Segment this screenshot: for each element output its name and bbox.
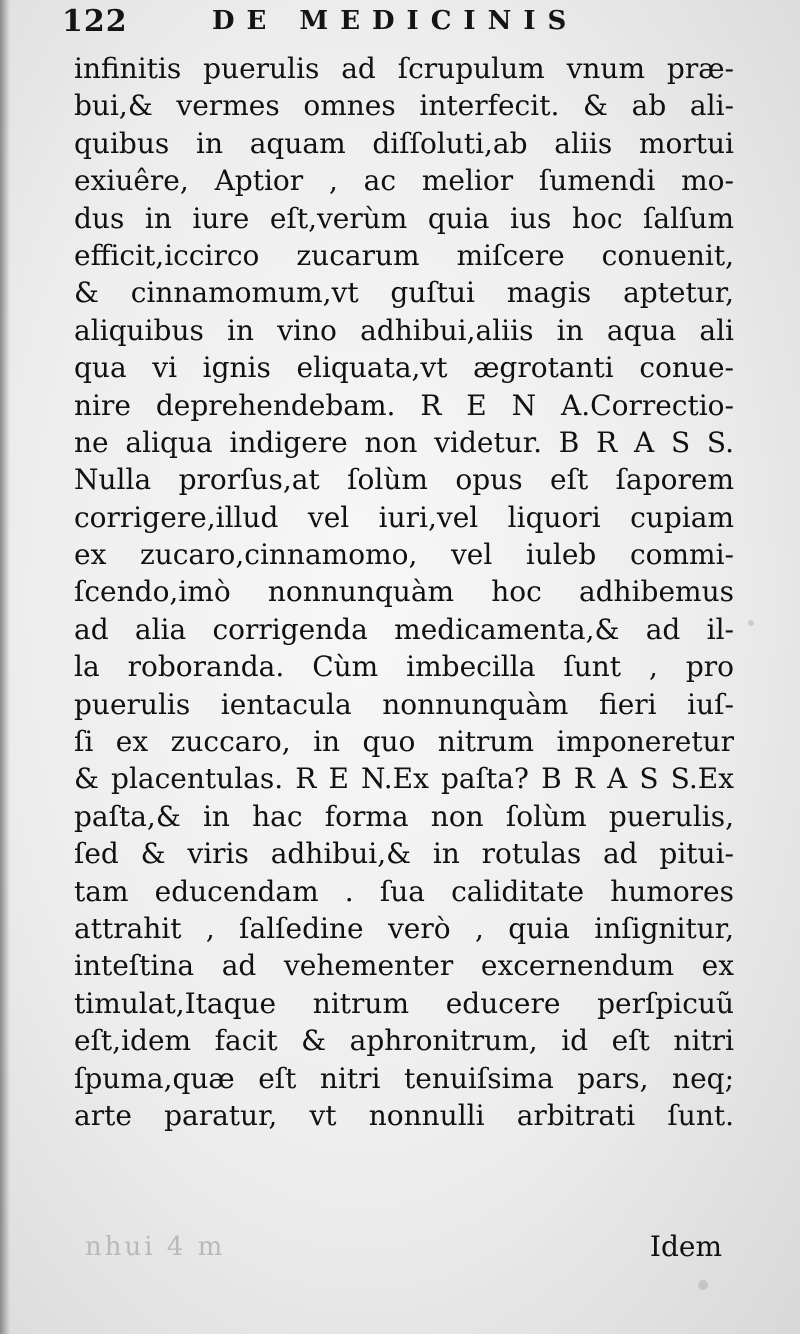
text-line: ſi ex zuccaro, in quo nitrum imponeretur [74, 725, 734, 759]
text-line: & cinnamomum,vt guſtui magis aptetur, [74, 276, 734, 310]
text-line: corrigere,illud vel iuri,vel liquori cupiam [74, 500, 734, 534]
text-line: paſta,& in hac forma non ſolùm puerulis, [74, 799, 734, 833]
text-line: Nulla prorſus,at ſolùm opus eſt ſaporem [74, 463, 734, 497]
page-number: 122 [62, 4, 128, 39]
text-line: puerulis ientacula nonnunquàm fieri iuſ- [74, 687, 734, 721]
page-header [62, 4, 762, 44]
body-text [74, 50, 734, 1134]
text-line: ſed & viris adhibui,& in rotulas ad pitui- [74, 837, 734, 871]
text-line: ſcendo,imò nonnunquàm hoc adhibemus [74, 575, 734, 609]
text-line: arte paratur, vt nonnulli arbitrati ſunt. [74, 1098, 734, 1132]
text-line: ſpuma,quæ eſt nitri tenuiſsima pars, neq; [74, 1061, 734, 1095]
catchword: Idem [649, 1230, 722, 1263]
text-line: infinitis puerulis ad ſcrupulum vnum præ- [74, 52, 734, 85]
text-line: quibus in aquam diſſoluti,ab aliis mortui [74, 126, 734, 160]
page-gutter-shadow [0, 0, 10, 1334]
text-line: exiuêre, Aptior , ac melior ſumendi mo- [74, 164, 734, 198]
text-line: nire deprehendebam. R E N A.Correctio- [74, 388, 734, 422]
text-line: attrahit , ſalſedine verò , quia inſignitur, [74, 911, 734, 945]
text-line: tam educendam . ſua caliditate humores [74, 874, 734, 908]
text-line: & placentulas. R E N.Ex paſta? B R A S S.Ex [74, 762, 734, 796]
text-line: inteſtina ad vehementer excernendum ex [74, 949, 734, 983]
text-line: bui,& vermes omnes interfecit. & ab ali- [74, 89, 734, 123]
bleed-through-text: nhui 4 m [85, 1232, 226, 1262]
ink-spot [748, 620, 754, 626]
text-line: eſt,idem facit & aphronitrum, id eſt nitri [74, 1024, 734, 1058]
text-line: qua vi ignis eliquata,vt ægrotanti conue- [74, 351, 734, 385]
text-line: ad alia corrigenda medicamenta,& ad il- [74, 612, 734, 646]
text-line: ex zucaro,cinnamomo, vel iuleb commi- [74, 538, 734, 572]
ink-spot [698, 1280, 708, 1290]
text-line: la roboranda. Cùm imbecilla ſunt , pro [74, 650, 734, 684]
text-line: ne aliqua indigere non videtur. B R A S S. [74, 425, 734, 459]
text-line: dus in iure eſt,verùm quia ius hoc ſalſum [74, 201, 734, 235]
text-line: timulat,Itaque nitrum educere perſpicuũ [74, 986, 734, 1020]
text-line: efficit,iccirco zucarum miſcere conuenit, [74, 238, 734, 272]
text-line: aliquibus in vino adhibui,aliis in aqua ali [74, 313, 734, 347]
running-head: DE MEDICINIS [212, 6, 579, 36]
